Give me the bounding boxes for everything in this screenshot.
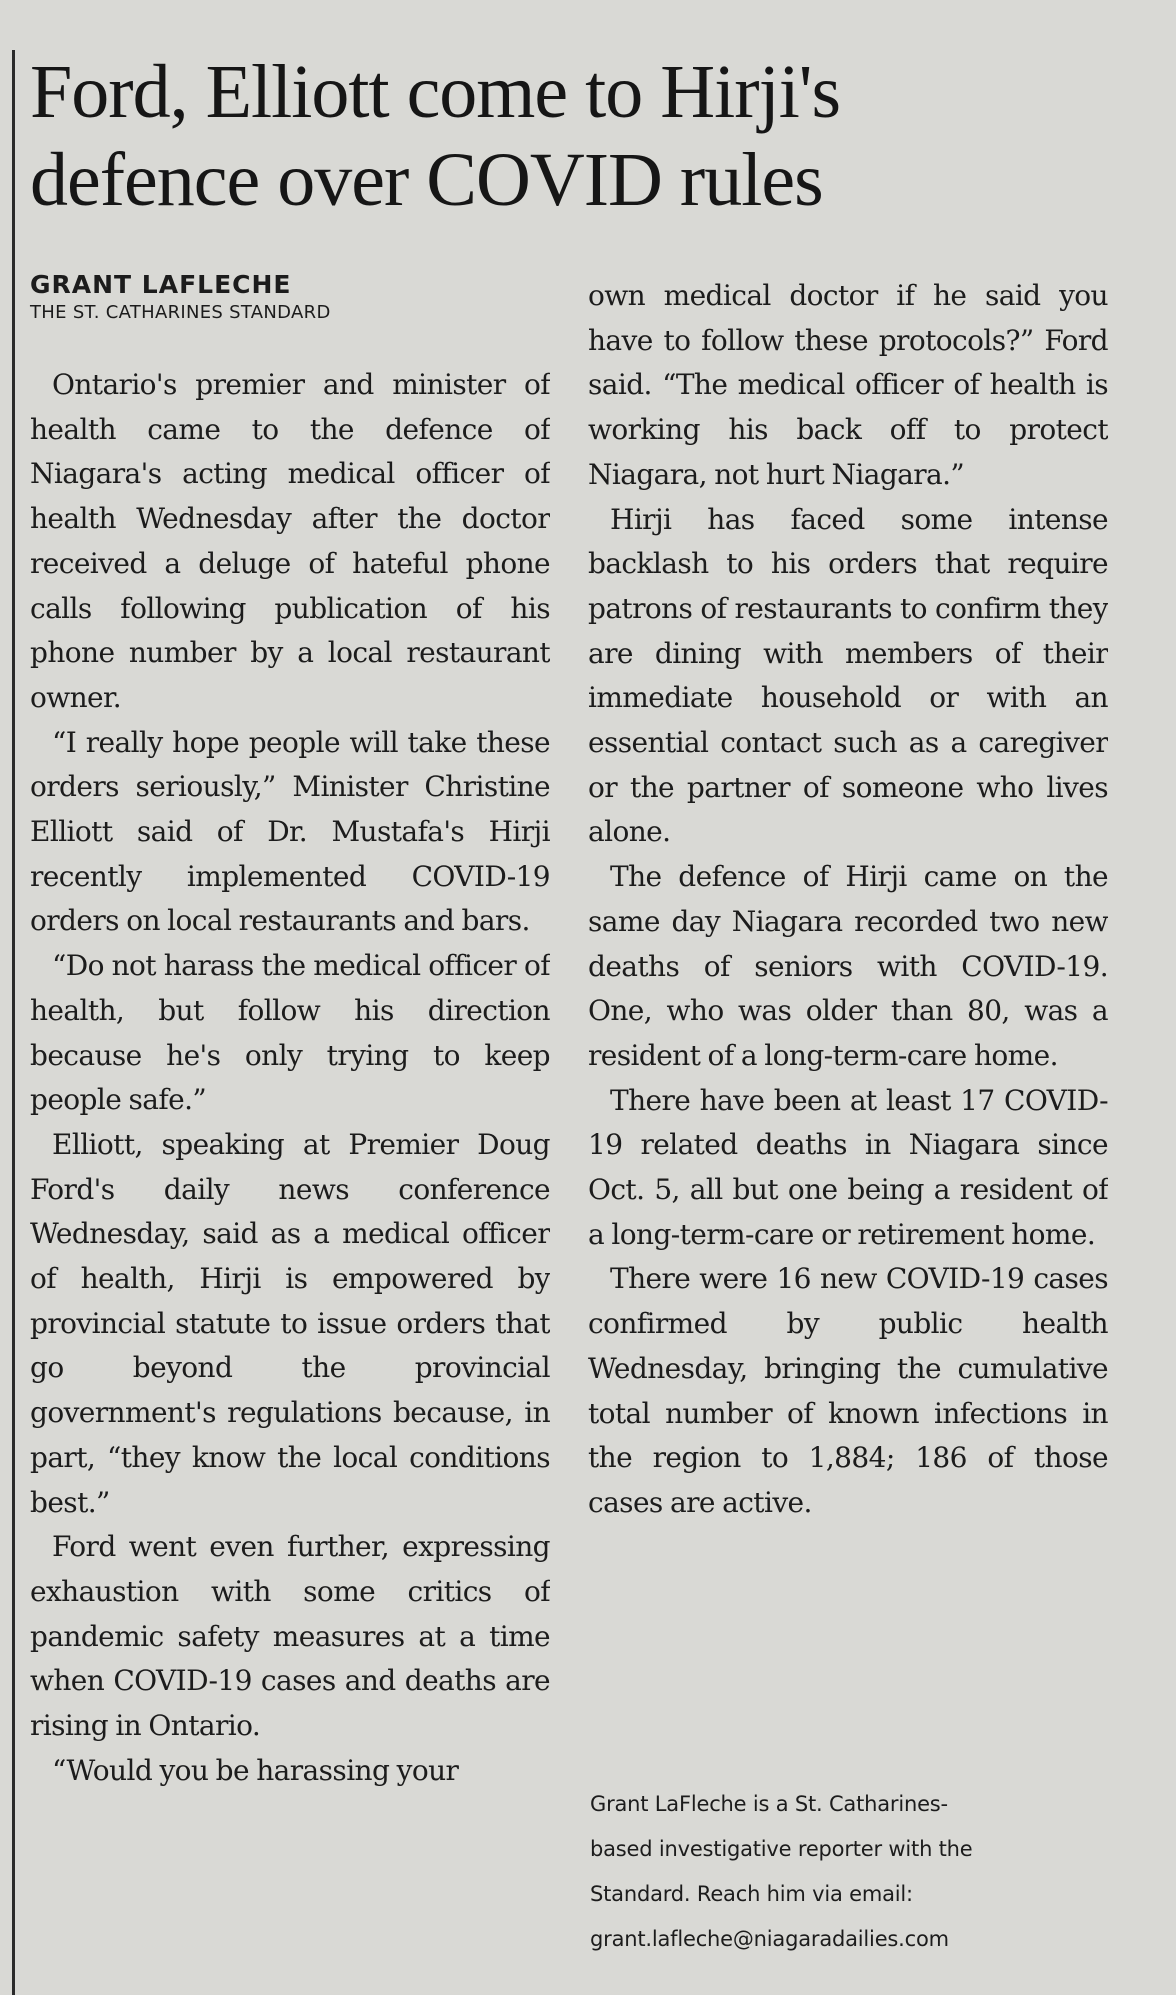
paragraph: The defence of Hirji came on the same day Niagara recorded two new deaths of seniors with COVID-19. One, who was older than 80, was a resident of a long-term-care home. [588, 860, 1108, 1072]
paragraph: Ford went even further, expressing exhaustion with some critics of pandemic safety measures at a time when COVID-19 cases and deaths are rising in Ontario. [30, 1530, 550, 1743]
paragraph: Ontario's premier and minister of health came to the defence of Niagara's acting medical officer of health Wednesday after the doctor received a deluge of hateful phone calls following publication of his phone number by a local restaurant owner. [30, 368, 550, 714]
article-column-1 [30, 363, 550, 1983]
paragraph: Hirji has faced some intense backlash to his orders that require patrons of restaurants to confirm they are dining with members of their immediate household or with an essential contact such as a caregiver or the partner of someone who lives alone. [588, 502, 1108, 849]
tagline-line: Grant LaFleche is a St. Catharines- [590, 1792, 948, 1816]
headline-line-1: Ford, Elliott come to Hirji's [30, 50, 841, 134]
author-name: GRANT LAFLECHE [30, 270, 292, 299]
author-email: grant.lafleche@niagaradailies.com [590, 1927, 949, 1951]
column-rule [12, 50, 15, 1995]
byline [30, 270, 570, 326]
paragraph: “I really hope people will take these orders seriously,” Minister Christine Elliott said of Dr. Mustafa's Hirji recently implemented COVID-19 orders on local restaurants and bars. [30, 725, 550, 938]
author-tagline [590, 1782, 1130, 1962]
paragraph: “Would you be harassing your [52, 1753, 459, 1787]
paragraph: There have been at least 17 COVID-19 related deaths in Niagara since Oct. 5, all but one being a resident of a long-term-care or retirement home. [588, 1083, 1108, 1251]
article-column-2 [588, 274, 1108, 1724]
publication-name: THE ST. CATHARINES STANDARD [30, 302, 331, 323]
headline-line-2: defence over COVID rules [30, 138, 823, 222]
headline [30, 48, 1150, 224]
paragraph: Elliott, speaking at Premier Doug Ford's daily news conference Wednesday, said as a medical officer of health, Hirji is empowered by provincial statute to issue orders that go beyond the provincial government's regulations because, in part, “they know the local conditions best.” [30, 1127, 550, 1519]
tagline-line: Standard. Reach him via email: [590, 1882, 913, 1906]
tagline-line: based investigative reporter with the [590, 1837, 973, 1861]
paragraph: There were 16 new COVID-19 cases confirmed by public health Wednesday, bringing the cumulative total number of known infections in the region to 1,884; 186 of those cases are active. [588, 1262, 1108, 1519]
paragraph-continued: own medical doctor if he said you have to follow these protocols?” Ford said. “The medical officer of health is working his back off to protect Niagara, not hurt Niagara.” [588, 279, 1108, 491]
paragraph: “Do not harass the medical officer of health, but follow his direction because he's only trying to keep people safe.” [30, 949, 550, 1117]
